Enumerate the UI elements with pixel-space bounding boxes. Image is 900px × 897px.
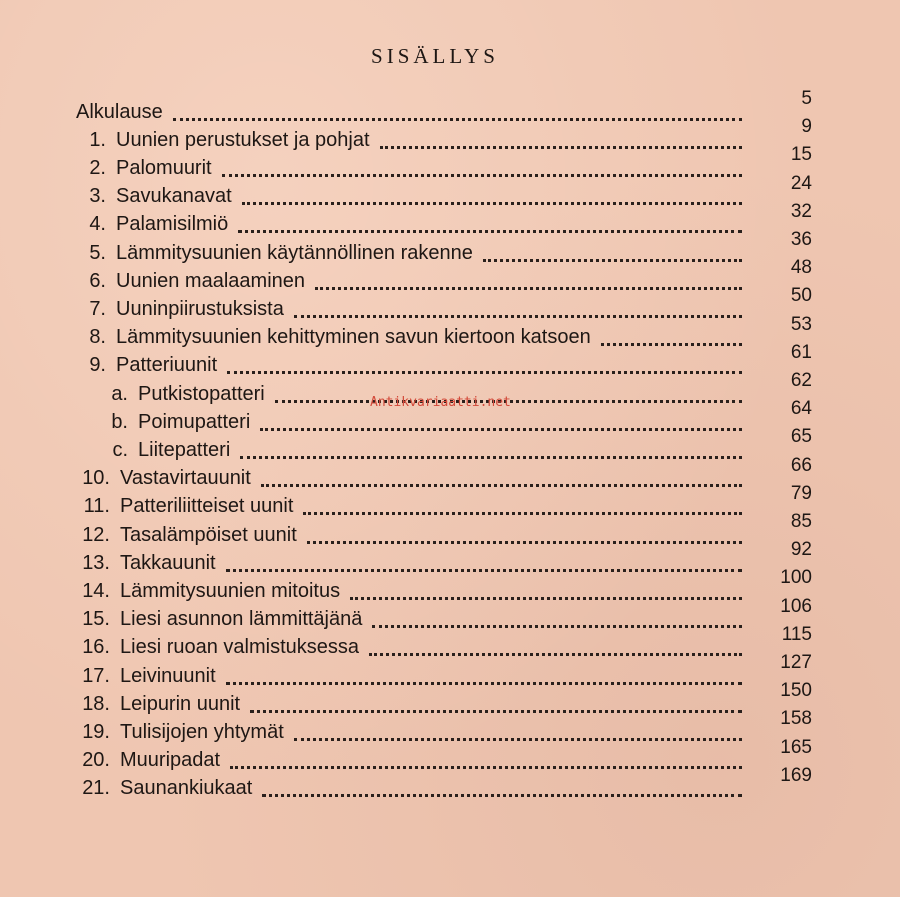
toc-entry [80,690,748,718]
toc-entry-number: 7. [89,297,106,320]
toc-entry-label: Patteriuunit [116,354,218,377]
toc-entry-page-number: 9 [801,116,812,138]
dot-leader [380,144,743,149]
toc-entry-number: 17. [82,664,110,687]
toc-entry-label: Liitepatteri [138,438,231,461]
toc-entry-page-number: 62 [790,370,812,391]
watermark: Antikvariaatti.net [370,395,511,410]
toc-entry-number: 21. [82,777,110,800]
dot-leader [303,510,742,515]
toc-entry [80,606,748,634]
toc-entry-label: Saunankiukaat [120,777,253,800]
toc-entry-number: 11. [83,495,110,518]
toc-entry-label: Leivinuunit [120,664,216,687]
dot-leader [372,623,742,628]
dot-leader [230,764,742,769]
toc-entry-number: 16. [82,636,110,659]
toc-entry-number: 10. [82,467,110,490]
toc-entry [76,126,748,154]
toc-entry [76,98,748,126]
dot-leader [250,708,742,713]
dot-leader [240,454,742,459]
toc-entry-number: 13. [82,551,110,574]
toc-entry [76,183,748,211]
toc-entry-number: 15. [82,608,110,631]
toc-entry-page-number: 127 [780,652,812,673]
dot-leader [260,426,742,431]
toc-entry [80,775,748,803]
dot-leader [238,228,742,233]
toc-entry-label: Muuripadat [120,749,221,772]
toc-entry-label: Tasalämpöiset uunit [120,523,297,546]
toc-entry-number: 14. [82,579,110,602]
toc-entry [80,521,748,549]
dot-leader [350,595,742,600]
dot-leader [294,736,742,741]
toc-entry-number: 8. [89,326,106,349]
toc-entry-page-number: 79 [790,482,812,504]
toc-entry [76,324,748,352]
page-title: SISÄLLYS [371,44,499,68]
dot-leader [601,341,742,346]
toc-entry-number: 3. [89,185,106,208]
toc-entry-page-number: 53 [790,313,812,335]
toc-entry-page-number: 165 [780,736,812,758]
toc-entry-label: Palomuurit [116,156,212,179]
dot-leader [222,172,742,177]
toc-entry [80,747,748,775]
toc-entry-page-number: 115 [781,623,812,645]
dot-leader [483,257,742,262]
toc-entry [80,549,748,577]
toc-entry [80,493,748,521]
toc-entry [76,352,748,380]
toc-entry [108,408,748,436]
dot-leader [242,200,742,205]
dot-leader [262,792,742,797]
toc-entry [76,211,748,239]
toc-entry-label: Leipurin uunit [120,692,241,715]
toc-entry-label: Tulisijojen yhtymät [120,720,284,743]
toc-entry-label: Uunien perustukset ja pohjat [116,128,370,151]
toc-entry-page-number: 24 [790,172,812,194]
toc-entry-page-number: 61 [790,341,812,363]
toc-entry-page-number: 106 [780,595,812,617]
toc-entry [76,154,748,182]
toc-entry-label: Patteriliitteiset uunit [120,495,294,518]
toc-entry-page-number: 65 [790,426,812,448]
toc-entry-number: 2. [89,156,106,179]
toc-entry-label: Lämmitysuunien käytännöllinen rakenne [116,241,473,264]
toc-entry-number: 20. [82,749,110,772]
toc-entry-number: 4. [89,213,106,236]
toc-entry-label: Liesi asunnon lämmittäjänä [120,608,363,631]
dot-leader [294,313,742,318]
toc-entry-label: Vastavirtauunit [120,467,251,490]
toc-entry-page-number: 5 [801,88,812,109]
toc-entry-number: 5. [89,241,106,264]
toc-entry-label: Putkistopatteri [138,382,265,405]
toc-entry-number: 18. [82,692,110,715]
toc-entry [76,239,748,267]
dot-leader [226,680,742,685]
toc-entry-number: 19. [82,720,110,743]
toc-entry-page-number: 50 [790,285,812,307]
toc-entry-page-number: 32 [790,200,812,222]
toc-entry-page-number: 158 [780,708,812,730]
dot-leader [369,651,742,656]
toc-entry-page-number: 66 [790,454,812,476]
dot-leader [315,285,742,290]
toc-entry [76,295,748,323]
toc-entry-page-number: 92 [790,539,812,561]
dot-leader [227,369,742,374]
toc-entry-label: Uuninpiirustuksista [116,297,284,320]
toc-entry-page-number: 48 [790,257,812,279]
toc-entry-label: Lämmitysuunien kehittyminen savun kiertoon katsoen [116,326,591,349]
toc-entry [80,465,748,493]
toc-entry [80,634,748,662]
toc-entry-label: Poimupatteri [138,410,251,433]
toc-entry-label: Savukanavat [116,185,232,208]
toc-entry-label: Uunien maalaaminen [116,269,306,292]
dot-leader [307,539,742,544]
toc-entry-page-number: 36 [790,229,812,250]
toc-entry-label: Liesi ruoan valmistuksessa [120,636,359,659]
toc-entry-number: 6. [89,269,106,292]
dot-leader [173,116,742,121]
toc-entry-label: Palamisilmiö [116,213,229,236]
toc-entry [76,267,748,295]
toc-entry-page-number: 169 [780,764,812,786]
toc-entry-number: 9. [89,354,106,377]
toc-entry-number: b. [111,410,128,433]
dot-leader [261,482,742,487]
toc-entry-label: Lämmitysuunien mitoitus [120,579,341,602]
toc-entry [80,718,748,746]
toc-entry-number: a. [111,382,128,405]
toc-entry [108,436,748,464]
toc-entry-page-number: 85 [790,511,812,532]
toc-entry-page-number: 100 [780,567,812,589]
toc-entry-page-number: 64 [790,398,812,420]
toc-entry [80,577,748,605]
toc-entry [80,662,748,690]
toc-entry-page-number: 150 [780,680,812,702]
dot-leader [226,567,742,572]
toc-entry-number: c. [112,438,128,461]
toc-entry-page-number: 15 [790,144,812,166]
toc-entry-number: 12. [82,523,110,546]
toc-entry-label: Takkauunit [120,551,216,574]
toc-entry-label: Alkulause [76,100,163,123]
toc-entry-number: 1. [89,128,106,151]
